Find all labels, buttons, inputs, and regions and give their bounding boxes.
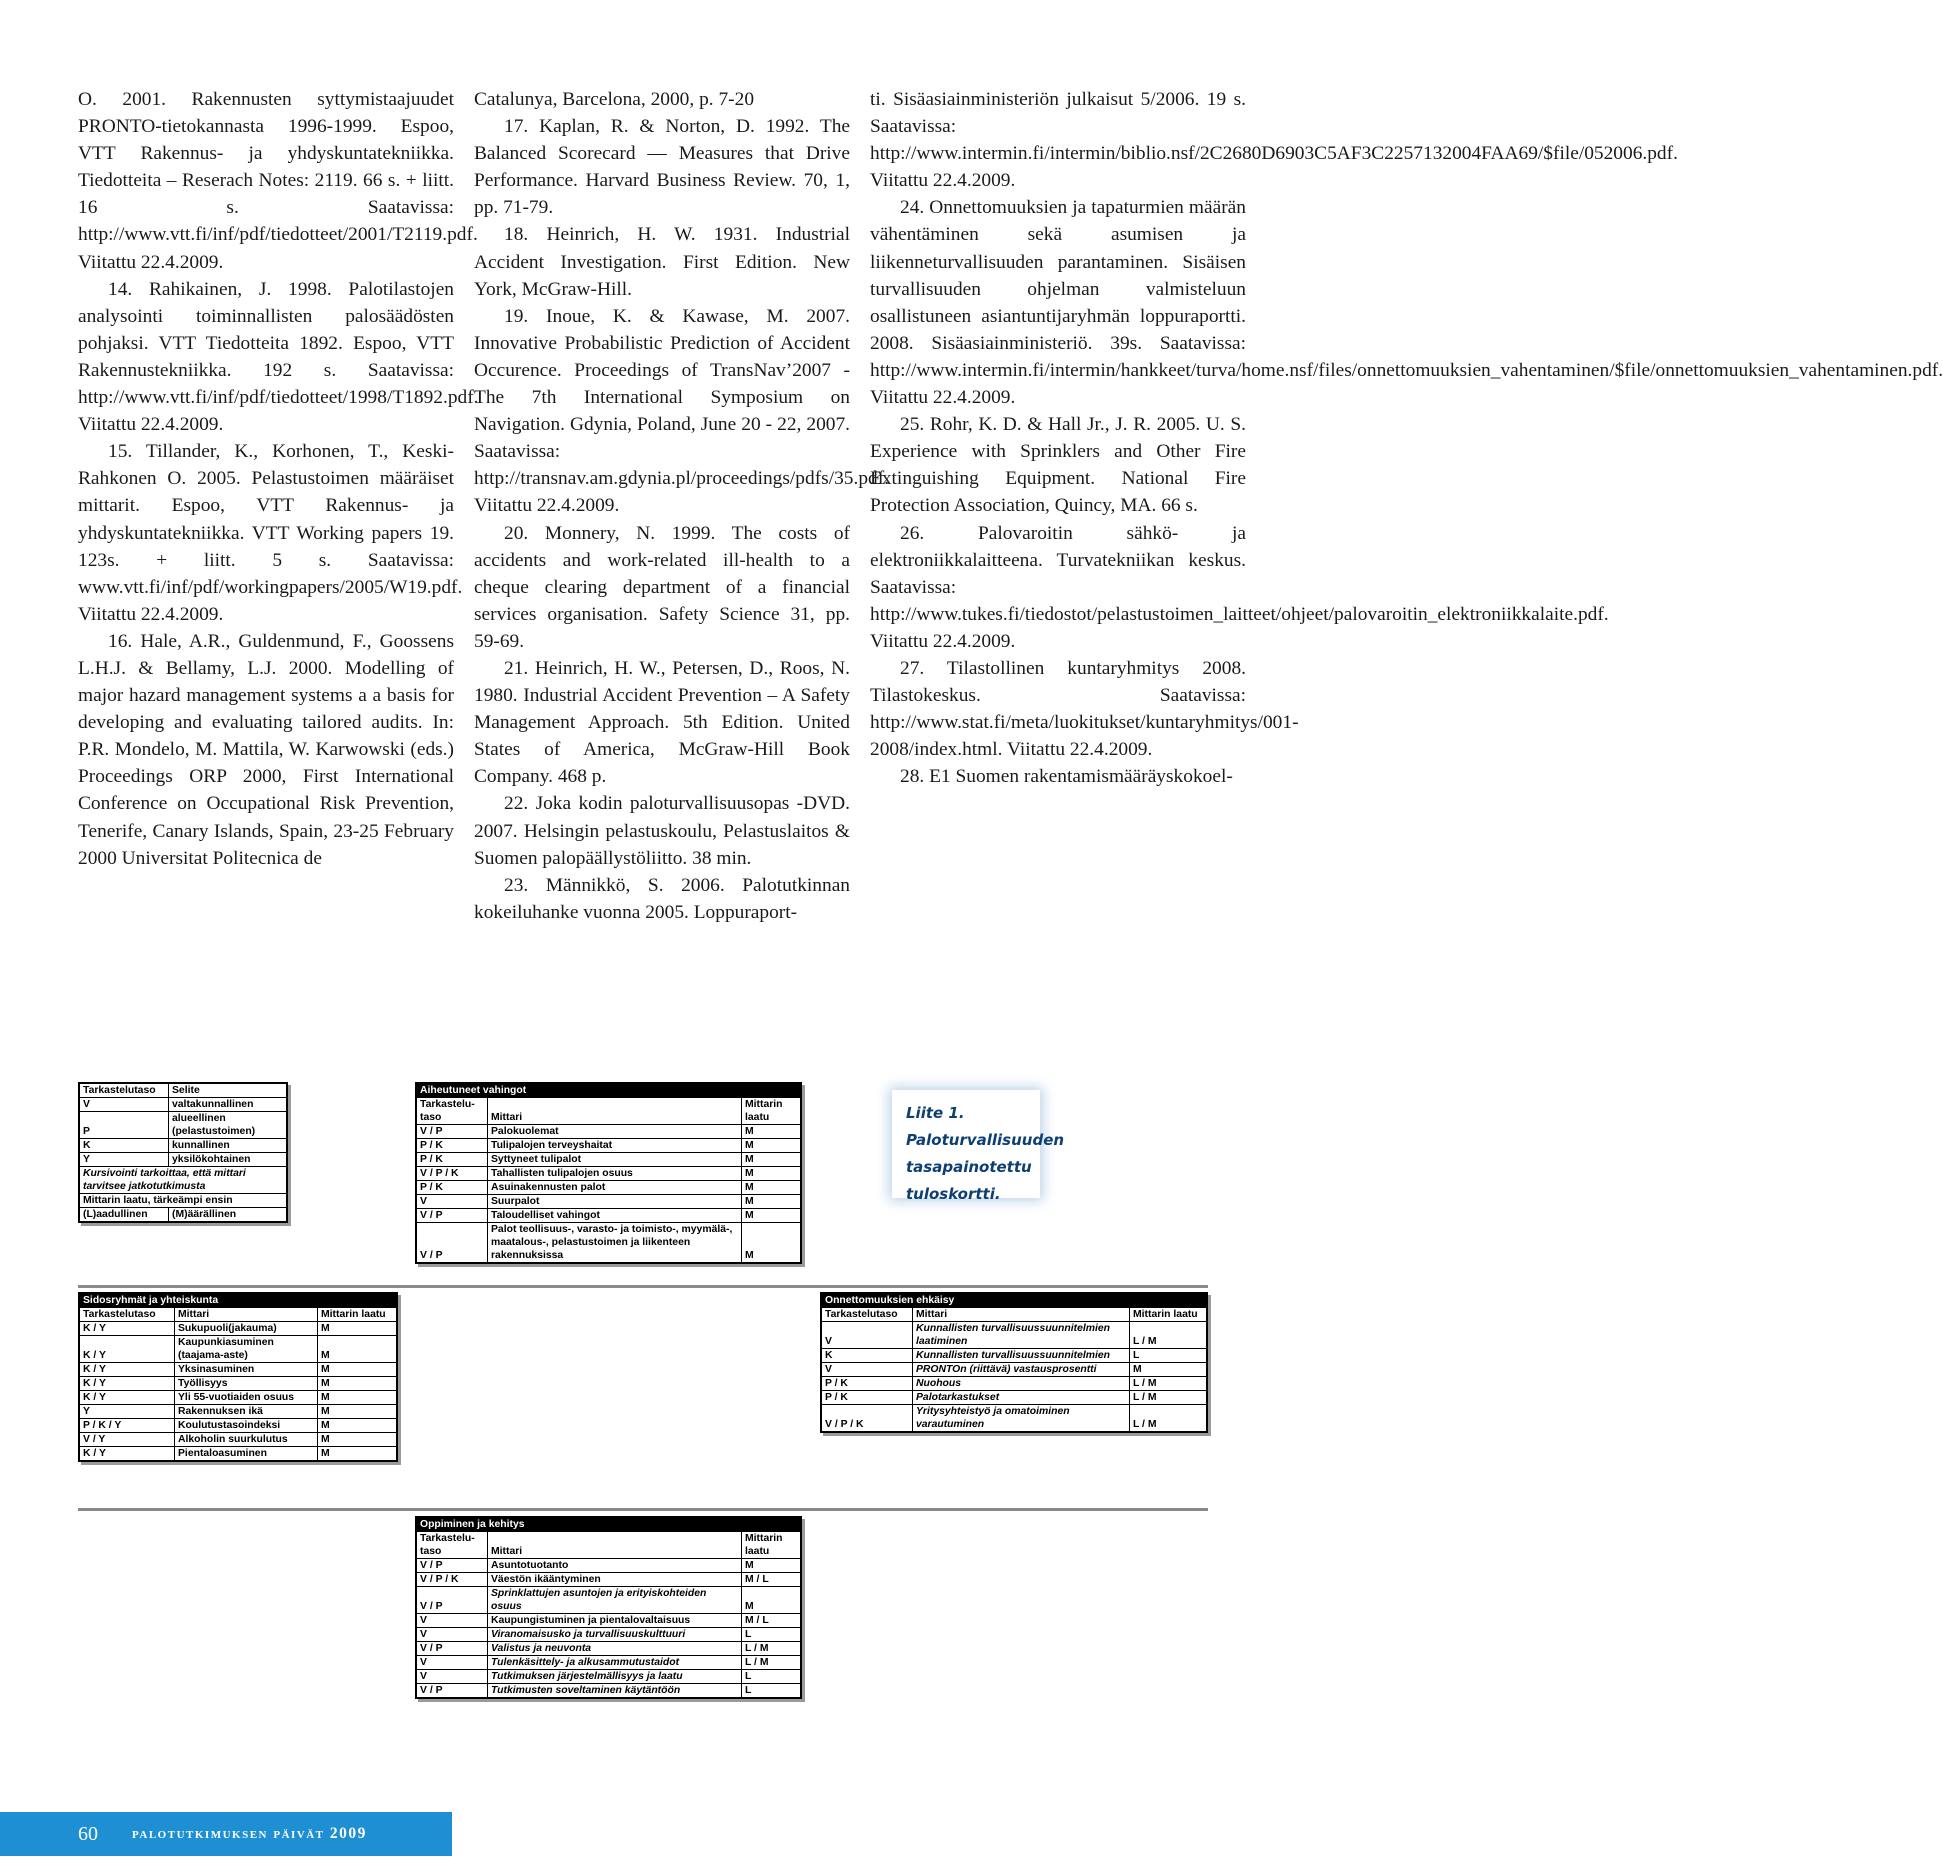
stakeholders-row-metric: Yli 55-vuotiaiden osuus [175, 1391, 318, 1405]
reference-entry: 27. Tilastollinen kuntaryhmitys 2008. Tilastokeskus. Saatavissa: http://www.stat.fi/meta/luokitukset/kuntaryhmitys/001-2008/index.html. Viitattu 22.4.2009. [870, 657, 1299, 761]
damages-row-quality: M [742, 1167, 802, 1181]
reference-continuation: ti. Sisäasiainministeriön julkaisut 5/2006. 19 s. Saatavissa: http://www.intermin.fi/intermin/biblio.nsf/2C2680D6903C5AF3C2257132004FAA69/$file/052006.pdf. Viitattu 22.4.2009. [870, 89, 1678, 192]
stakeholders-row-metric: Pientaloasuminen [175, 1447, 318, 1462]
damages-row-level: V [416, 1195, 488, 1209]
damages-row [416, 1167, 801, 1181]
prevention-row-quality: L / M [1130, 1391, 1208, 1405]
reference-entry: 21. Heinrich, H. W., Petersen, D., Roos, N. 1980. Industrial Accident Prevention – A Safety Management Approach. 5th Edition. United States of America, McGraw-Hill Book Company. 468 p. [474, 657, 850, 788]
stakeholders-row [79, 1419, 397, 1433]
learning-row [416, 1628, 801, 1642]
prevention-row-metric: Yritysyhteistyö ja omatoiminen varautuminen [913, 1405, 1130, 1433]
stakeholders-row-quality: M [318, 1391, 398, 1405]
prevention-row [821, 1391, 1207, 1405]
damages-header-quality: Mittarin laatu [742, 1098, 802, 1125]
text-column-2 [474, 86, 890, 926]
learning-row [416, 1587, 801, 1614]
learning-row-metric: Tutkimuksen järjestelmällisyys ja laatu [488, 1670, 742, 1684]
stakeholders-row-level: K / Y [79, 1447, 175, 1462]
damages-row-quality: M [742, 1125, 802, 1139]
learning-row-quality: M [742, 1587, 802, 1614]
separator-line [78, 1508, 1208, 1511]
damages-header-level: Tarkastelu-taso [416, 1098, 488, 1125]
prevention-row-metric: Kunnallisten turvallisuussuunnitelmien [913, 1349, 1130, 1363]
learning-header-level: Tarkastelu-taso [416, 1532, 488, 1559]
learning-row [416, 1559, 801, 1573]
learning-row-quality: M [742, 1559, 802, 1573]
legend-table [78, 1082, 288, 1223]
learning-row [416, 1614, 801, 1628]
prevention-header-level: Tarkastelutaso [821, 1308, 913, 1322]
learning-table [415, 1516, 802, 1699]
prevention-row-quality: L / M [1130, 1322, 1208, 1349]
prevention-row [821, 1405, 1207, 1433]
legend-header-desc: Selite [169, 1083, 288, 1098]
stakeholders-row-metric: Kaupunkiasuminen (taajama-aste) [175, 1336, 318, 1363]
learning-title: Oppiminen ja kehitys [416, 1517, 801, 1532]
learning-row [416, 1670, 801, 1684]
learning-row [416, 1573, 801, 1587]
stakeholders-row-metric: Sukupuoli(jakauma) [175, 1322, 318, 1336]
learning-row-level: V / P [416, 1559, 488, 1573]
damages-row [416, 1181, 801, 1195]
learning-row-metric: Väestön ikääntyminen [488, 1573, 742, 1587]
reference-entry: 24. Onnettomuuksien ja tapaturmien määrän vähentäminen sekä asumisen ja liikenneturvallisuuden parantaminen. Sisäisen turvallisuuden ohjelman valmisteluun osallistuneen asiantuntijaryhmän loppuraportti. 2008. Sisäasiainministeriö. 39s. Saatavissa: http://www.intermin.fi/intermin/hankkeet/turva/home.nsf/files/onnettomuuksien_vahentaminen/$file/onnettomuuksien_vahentaminen.pdf. Viitattu 22.4.2009. [870, 197, 1943, 409]
prevention-row-level: K [821, 1349, 913, 1363]
learning-row-level: V [416, 1670, 488, 1684]
stakeholders-row-quality: M [318, 1377, 398, 1391]
damages-row-metric: Taloudelliset vahingot [488, 1209, 742, 1223]
stakeholders-row-level: P / K / Y [79, 1419, 175, 1433]
stakeholders-row-quality: M [318, 1405, 398, 1419]
stakeholders-row-metric: Työllisyys [175, 1377, 318, 1391]
stakeholders-row-level: Y [79, 1405, 175, 1419]
prevention-header-metric: Mittari [913, 1308, 1130, 1322]
damages-row-quality: M [742, 1153, 802, 1167]
learning-row-quality: M / L [742, 1573, 802, 1587]
reference-entry: 17. Kaplan, R. & Norton, D. 1992. The Balanced Scorecard — Measures that Drive Performance. Harvard Business Review. 70, 1, pp. 71-79. [474, 116, 850, 219]
learning-row-level: V / P [416, 1642, 488, 1656]
stakeholders-row [79, 1405, 397, 1419]
legend-quality-l: (L)aadullinen [79, 1208, 169, 1223]
stakeholders-row-metric: Alkoholin suurkulutus [175, 1433, 318, 1447]
prevention-row [821, 1377, 1207, 1391]
damages-row [416, 1209, 801, 1223]
prevention-row-level: P / K [821, 1391, 913, 1405]
learning-row-metric: Kaupungistuminen ja pientalovaltaisuus [488, 1614, 742, 1628]
stakeholders-row-metric: Rakennuksen ikä [175, 1405, 318, 1419]
prevention-table [820, 1292, 1208, 1433]
damages-row-level: V / P / K [416, 1167, 488, 1181]
damages-row-level: P / K [416, 1153, 488, 1167]
stakeholders-header-quality: Mittarin laatu [318, 1308, 398, 1322]
stakeholders-header-metric: Mittari [175, 1308, 318, 1322]
damages-title: Aiheutuneet vahingot [416, 1083, 801, 1098]
damages-row [416, 1153, 801, 1167]
damages-table [415, 1082, 802, 1264]
learning-row-level: V [416, 1656, 488, 1670]
prevention-row-level: V [821, 1322, 913, 1349]
learning-header-quality: Mittarin laatu [742, 1532, 802, 1559]
separator-line [78, 1285, 1208, 1288]
prevention-header-quality: Mittarin laatu [1130, 1308, 1208, 1322]
prevention-row-metric: Kunnallisten turvallisuussuunnitelmien laatiminen [913, 1322, 1130, 1349]
legend-note-quality: Mittarin laatu, tärkeämpi ensin [79, 1194, 287, 1208]
prevention-row [821, 1322, 1207, 1349]
prevention-row-metric: PRONTOn (riittävä) vastausprosentti [913, 1363, 1130, 1377]
learning-row-quality: L [742, 1628, 802, 1642]
text-column-3 [870, 86, 1943, 790]
damages-row-metric: Palot teollisuus-, varasto- ja toimisto-, myymälä-, maatalous-, pelastustoimen ja liikenteen rakennuksissa [488, 1223, 742, 1264]
damages-row-metric: Tahallisten tulipalojen osuus [488, 1167, 742, 1181]
reference-entry: 19. Inoue, K. & Kawase, M. 2007. Innovative Probabilistic Prediction of Accident Occurence. Proceedings of TransNav’2007 - The 7th International Symposium on Navigation. Gdynia, Poland, June 20 - 22, 2007. Saatavissa: http://transnav.am.gdynia.pl/proceedings/pdfs/35.pdf. Viitattu 22.4.2009. [474, 305, 890, 517]
damages-row-quality: M [742, 1181, 802, 1195]
reference-entry: 22. Joka kodin paloturvallisuusopas -DVD. 2007. Helsingin pelastuskoulu, Pelastuslaitos & Suomen palopäällystöliitto. 38 min. [474, 793, 850, 869]
damages-row-quality: M [742, 1209, 802, 1223]
stakeholders-row-level: V / Y [79, 1433, 175, 1447]
learning-row-level: V / P [416, 1684, 488, 1699]
learning-row-quality: L [742, 1684, 802, 1699]
damages-row-quality: M [742, 1195, 802, 1209]
learning-row [416, 1684, 801, 1699]
learning-row-metric: Viranomaisusko ja turvallisuuskulttuuri [488, 1628, 742, 1642]
stakeholders-row-metric: Koulutustasoindeksi [175, 1419, 318, 1433]
stakeholders-row-quality: M [318, 1336, 398, 1363]
reference-entry: 25. Rohr, K. D. & Hall Jr., J. R. 2005. U. S. Experience with Sprinklers and Other Fire Extinguishing Equipment. National Fire Protection Association, Quincy, MA. 66 s. [870, 414, 1246, 517]
learning-row-metric: Asuntotuotanto [488, 1559, 742, 1573]
reference-entry: 18. Heinrich, H. W. 1931. Industrial Accident Investigation. First Edition. New York, McGraw-Hill. [474, 224, 850, 300]
legend-desc: kunnallinen [169, 1139, 288, 1153]
stakeholders-row-quality: M [318, 1419, 398, 1433]
stakeholders-table [78, 1292, 398, 1462]
damages-row-level: V / P [416, 1209, 488, 1223]
learning-row-metric: Tutkimusten soveltaminen käytäntöön [488, 1684, 742, 1699]
legend-code: Y [79, 1153, 169, 1167]
legend-desc: valtakunnallinen [169, 1098, 288, 1112]
stakeholders-title: Sidosryhmät ja yhteiskunta [79, 1293, 397, 1308]
reference-entry: 26. Palovaroitin sähkö- ja elektroniikkalaitteena. Turvatekniikan keskus. Saatavissa: http://www.tukes.fi/tiedostot/pelastustoimen_laitteet/ohjeet/palovaroitin_elektroniikkalaite.pdf. Viitattu 22.4.2009. [870, 522, 1609, 652]
stakeholders-row [79, 1447, 397, 1462]
prevention-row-quality: M [1130, 1363, 1208, 1377]
legend-desc: yksilökohtainen [169, 1153, 288, 1167]
stakeholders-row-quality: M [318, 1322, 398, 1336]
reference-entry: 16. Hale, A.R., Guldenmund, F., Goossens L.H.J. & Bellamy, L.J. 2000. Modelling of major hazard management systems a a basis for developing and evaluating tailored audits. In: P.R. Mondelo, M. Mattila, W. Karwowski (eds.) Proceedings ORP 2000, First International Conference on Occupational Risk Prevention, Tenerife, Canary Islands, Spain, 23-25 February 2000 Universitat Politecnica de [78, 630, 454, 869]
stakeholders-row-level: K / Y [79, 1363, 175, 1377]
stakeholders-row-level: K / Y [79, 1391, 175, 1405]
reference-entry: 14. Rahikainen, J. 1998. Palotilastojen analysointi toiminnallisten palosäädösten pohjaksi. VTT Tiedotteita 1892. Espoo, VTT Rakennustekniikka. 192 s. Saatavissa: http://www.vtt.fi/inf/pdf/tiedotteet/1998/T1892.pdf. Viitattu 22.4.2009. [78, 278, 479, 436]
damages-row-quality: M [742, 1139, 802, 1153]
stakeholders-row-level: K / Y [79, 1377, 175, 1391]
reference-entry: 28. E1 Suomen rakentamismääräyskokoel- [900, 766, 1233, 788]
reference-entry: 20. Monnery, N. 1999. The costs of accidents and work-related ill-health to a cheque clearing department of a financial services organisation. Safety Science 31, pp. 59-69. [474, 522, 850, 652]
prevention-row [821, 1349, 1207, 1363]
damages-row-level: V / P [416, 1223, 488, 1264]
stakeholders-row [79, 1377, 397, 1391]
learning-row-level: V / P / K [416, 1573, 488, 1587]
reference-continuation: O. 2001. Rakennusten syttymistaajuudet PRONTO-tietokannasta 1996-1999. Espoo, VTT Rakennus- ja yhdyskuntatekniikka. Tiedotteita – Reserach Notes: 2119. 66 s. + liitt. 16 s. Saatavissa: http://www.vtt.fi/inf/pdf/tiedotteet/2001/T2119.pdf. Viitattu 22.4.2009. [78, 89, 478, 273]
damages-row [416, 1139, 801, 1153]
page-footer [0, 1812, 452, 1856]
damages-row [416, 1223, 801, 1264]
learning-row-quality: M / L [742, 1614, 802, 1628]
legend-quality-m: (M)äärällinen [169, 1208, 288, 1223]
stakeholders-row-quality: M [318, 1363, 398, 1377]
prevention-row-quality: L / M [1130, 1405, 1208, 1433]
stakeholders-header-level: Tarkastelutaso [79, 1308, 175, 1322]
damages-row-level: P / K [416, 1181, 488, 1195]
legend-code: K [79, 1139, 169, 1153]
stakeholders-row [79, 1391, 397, 1405]
page-number: 60 [78, 1822, 98, 1845]
damages-row-level: P / K [416, 1139, 488, 1153]
prevention-row-metric: Palotarkastukset [913, 1391, 1130, 1405]
prevention-row [821, 1363, 1207, 1377]
legend-desc: alueellinen (pelastustoimen) [169, 1112, 288, 1139]
damages-row-metric: Tulipalojen terveyshaitat [488, 1139, 742, 1153]
stakeholders-row-metric: Yksinasuminen [175, 1363, 318, 1377]
legend-code: P [79, 1112, 169, 1139]
prevention-title: Onnettomuuksien ehkäisy [821, 1293, 1207, 1308]
legend-code: V [79, 1098, 169, 1112]
learning-row [416, 1656, 801, 1670]
stakeholders-row-level: K / Y [79, 1322, 175, 1336]
damages-row [416, 1195, 801, 1209]
stakeholders-row-quality: M [318, 1447, 398, 1462]
learning-row-metric: Tulenkäsittely- ja alkusammutustaidot [488, 1656, 742, 1670]
prevention-row-level: V / P / K [821, 1405, 913, 1433]
learning-row-level: V / P [416, 1587, 488, 1614]
learning-row-metric: Valistus ja neuvonta [488, 1642, 742, 1656]
damages-row-metric: Suurpalot [488, 1195, 742, 1209]
prevention-row-quality: L / M [1130, 1377, 1208, 1391]
learning-row-metric: Sprinklattujen asuntojen ja erityiskohteiden osuus [488, 1587, 742, 1614]
damages-row-metric: Asuinakennusten palot [488, 1181, 742, 1195]
legend-note-italic: Kursivointi tarkoittaa, että mittari tarvitsee jatkotutkimusta [79, 1167, 287, 1194]
reference-entry: 15. Tillander, K., Korhonen, T., Keski-Rahkonen O. 2005. Pelastustoimen määräiset mittarit. Espoo, VTT Rakennus- ja yhdyskuntatekniikka. VTT Working papers 19. 123s. + liitt. 5 s. Saatavissa: www.vtt.fi/inf/pdf/workingpapers/2005/W19.pdf. Viitattu 22.4.2009. [78, 441, 463, 625]
prevention-row-level: P / K [821, 1377, 913, 1391]
stakeholders-row [79, 1336, 397, 1363]
damages-header-metric: Mittari [488, 1098, 742, 1125]
stakeholders-row [79, 1433, 397, 1447]
learning-row-quality: L / M [742, 1642, 802, 1656]
learning-row-level: V [416, 1614, 488, 1628]
damages-row-metric: Palokuolemat [488, 1125, 742, 1139]
damages-row-quality: M [742, 1223, 802, 1264]
learning-row-quality: L / M [742, 1656, 802, 1670]
learning-header-metric: Mittari [488, 1532, 742, 1559]
learning-row-level: V [416, 1628, 488, 1642]
learning-row [416, 1642, 801, 1656]
reference-continuation: Catalunya, Barcelona, 2000, p. 7-20 [474, 89, 755, 110]
stakeholders-row-quality: M [318, 1433, 398, 1447]
prevention-row-quality: L [1130, 1349, 1208, 1363]
learning-row-quality: L [742, 1670, 802, 1684]
text-column-1 [78, 86, 479, 872]
reference-entry: 23. Männikkö, S. 2006. Palotutkinnan kokeiluhanke vuonna 2005. Loppuraport- [474, 874, 850, 923]
damages-row-metric: Syttyneet tulipalot [488, 1153, 742, 1167]
appendix-caption: Liite 1. Paloturvallisuuden tasapainotettu tuloskortti. [892, 1090, 1040, 1198]
footer-title: palotutkimuksen päivät 2009 [132, 1825, 367, 1842]
prevention-row-metric: Nuohous [913, 1377, 1130, 1391]
damages-row-level: V / P [416, 1125, 488, 1139]
stakeholders-row [79, 1363, 397, 1377]
stakeholders-row [79, 1322, 397, 1336]
prevention-row-level: V [821, 1363, 913, 1377]
stakeholders-row-level: K / Y [79, 1336, 175, 1363]
damages-row [416, 1125, 801, 1139]
legend-header-level: Tarkastelutaso [79, 1083, 169, 1098]
